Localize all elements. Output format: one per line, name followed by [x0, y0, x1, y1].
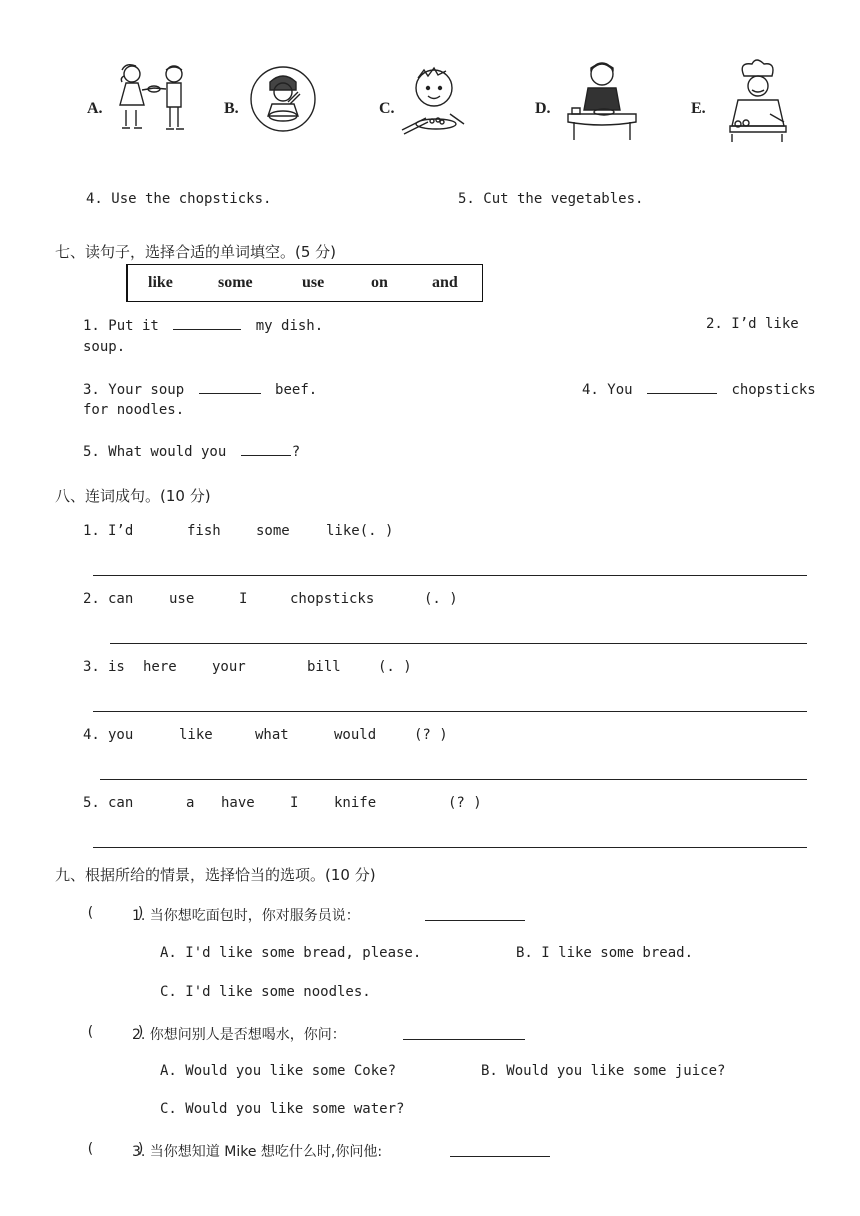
girl-eating-noodles-icon	[248, 64, 318, 134]
answer-paren[interactable]: ( )	[86, 905, 146, 921]
option-a[interactable]: A. I'd like some bread, please.	[160, 945, 422, 961]
picture-prompt-5: 5. Cut the vegetables.	[458, 191, 644, 207]
option-b[interactable]: B. Would you like some juice?	[481, 1063, 726, 1079]
word-bank-box	[126, 264, 483, 302]
answer-line[interactable]	[93, 575, 807, 576]
question-stem: 3. 当你想知道 Mike 想吃什么时,你问他:	[132, 1144, 383, 1160]
s7-question-3: 3. Your soup beef.	[83, 382, 318, 398]
answer-line[interactable]	[93, 847, 807, 848]
answer-blank[interactable]	[450, 1156, 550, 1157]
answer-blank[interactable]	[199, 380, 261, 394]
picture-prompt-4: 4. Use the chopsticks.	[86, 191, 272, 207]
option-c[interactable]: C. Would you like some water?	[160, 1101, 405, 1117]
answer-line[interactable]	[93, 711, 807, 712]
section-7-title: 七、读句子，选择合适的单词填空。(5 分)	[55, 243, 337, 261]
answer-blank[interactable]	[403, 1039, 525, 1040]
answer-line[interactable]	[110, 643, 807, 644]
word-bank-item: and	[432, 274, 458, 291]
s7-question-2: 2. I’d like	[706, 316, 799, 332]
s7-question-5: 5. What would you ?	[83, 444, 301, 460]
word-bank-item: on	[371, 274, 388, 291]
answer-paren[interactable]: ( )	[86, 1141, 146, 1157]
question-stem: 2. 你想问别人是否想喝水，你问：	[132, 1027, 346, 1043]
option-a[interactable]: A. Would you like some Coke?	[160, 1063, 397, 1079]
word-bank-item: some	[218, 274, 253, 291]
answer-blank[interactable]	[173, 316, 241, 330]
picture-label-d: D.	[535, 100, 551, 117]
answer-paren[interactable]: ( )	[86, 1024, 146, 1040]
option-c[interactable]: C. I'd like some noodles.	[160, 984, 371, 1000]
answer-blank[interactable]	[425, 920, 525, 921]
picture-label-a: A.	[87, 100, 103, 117]
child-at-table-icon	[564, 60, 640, 142]
answer-line[interactable]	[100, 779, 807, 780]
question-stem: 1. 当你想吃面包时，你对服务员说：	[132, 908, 360, 924]
answer-blank[interactable]	[647, 380, 717, 394]
section-8-title: 八、连词成句。(10 分)	[55, 487, 211, 505]
s7-question-4: 4. You chopsticks	[582, 382, 816, 398]
boy-with-chopsticks-icon	[398, 64, 472, 136]
picture-label-e: E.	[691, 100, 706, 117]
s7-question-4-continued: for noodles.	[83, 402, 185, 418]
option-b[interactable]: B. I like some bread.	[516, 945, 694, 961]
section-9-title: 九、根据所给的情景，选择恰当的选项。(10 分)	[55, 866, 376, 884]
word-bank-item: use	[302, 274, 325, 291]
s7-question-1: 1. Put it my dish.	[83, 318, 324, 334]
answer-blank[interactable]	[241, 442, 291, 456]
chef-cutting-vegetables-icon	[722, 58, 792, 142]
picture-label-c: C.	[379, 100, 395, 117]
s7-question-2-continued: soup.	[83, 339, 126, 355]
two-children-sharing-food-icon	[112, 62, 198, 138]
picture-label-b: B.	[224, 100, 239, 117]
word-bank-item: like	[148, 274, 173, 291]
